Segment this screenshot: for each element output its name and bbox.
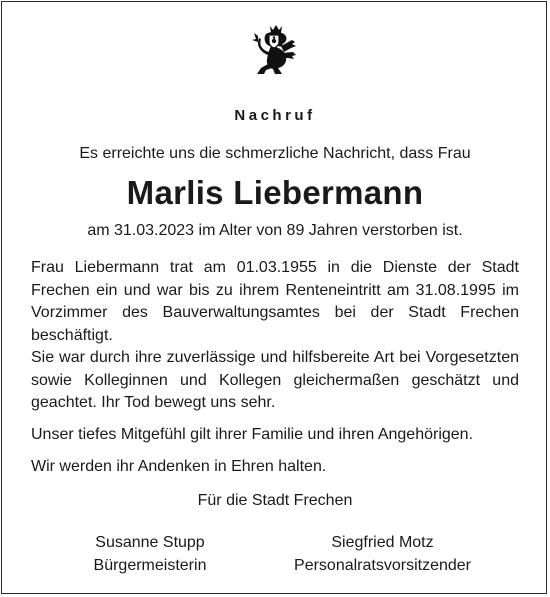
- signatory-role: Bürgermeisterin: [93, 556, 207, 574]
- deceased-name: Marlis Liebermann: [126, 174, 424, 211]
- death-date-line: am 31.03.2023 im Alter von 89 Jahren verstorben ist.: [87, 222, 463, 239]
- signatory-mayor: [60, 532, 240, 577]
- notice-heading: Nachruf: [234, 107, 316, 124]
- lion-rampant-crest-icon: [248, 22, 304, 78]
- remembrance-paragraph: Wir werden ihr Andenken in Ehren halten.: [31, 458, 327, 475]
- signatory-staff-council: [280, 532, 485, 577]
- signoff-line: Für die Stadt Frechen: [197, 492, 353, 509]
- condolence-paragraph: Unser tiefes Mitgefühl gilt ihrer Familie und ihren Angehörigen.: [31, 426, 474, 443]
- signatory-name: Susanne Stupp: [95, 534, 205, 551]
- signatory-name: Siegfried Motz: [331, 534, 434, 551]
- intro-line: Es erreichte uns die schmerzliche Nachricht, dass Frau: [79, 145, 471, 162]
- signatory-role: Personalratsvorsitzender: [294, 556, 471, 574]
- tribute-paragraph: Sie war durch ihre zuverlässige und hilfsbereite Art bei Vorgesetzten sowie Kolleginnen und Kollegen gleichermaßen geschätzt und geachtet. Ihr Tod bewegt uns sehr.: [31, 349, 519, 411]
- career-paragraph: Frau Liebermann trat am 01.03.1955 in die Dienste der Stadt Frechen ein und war bis zu ihrem Renteneintritt am 31.08.1995 im Vorzimmer des Bauverwaltungsamtes bei der Stadt Frechen beschäftigt.: [31, 259, 519, 344]
